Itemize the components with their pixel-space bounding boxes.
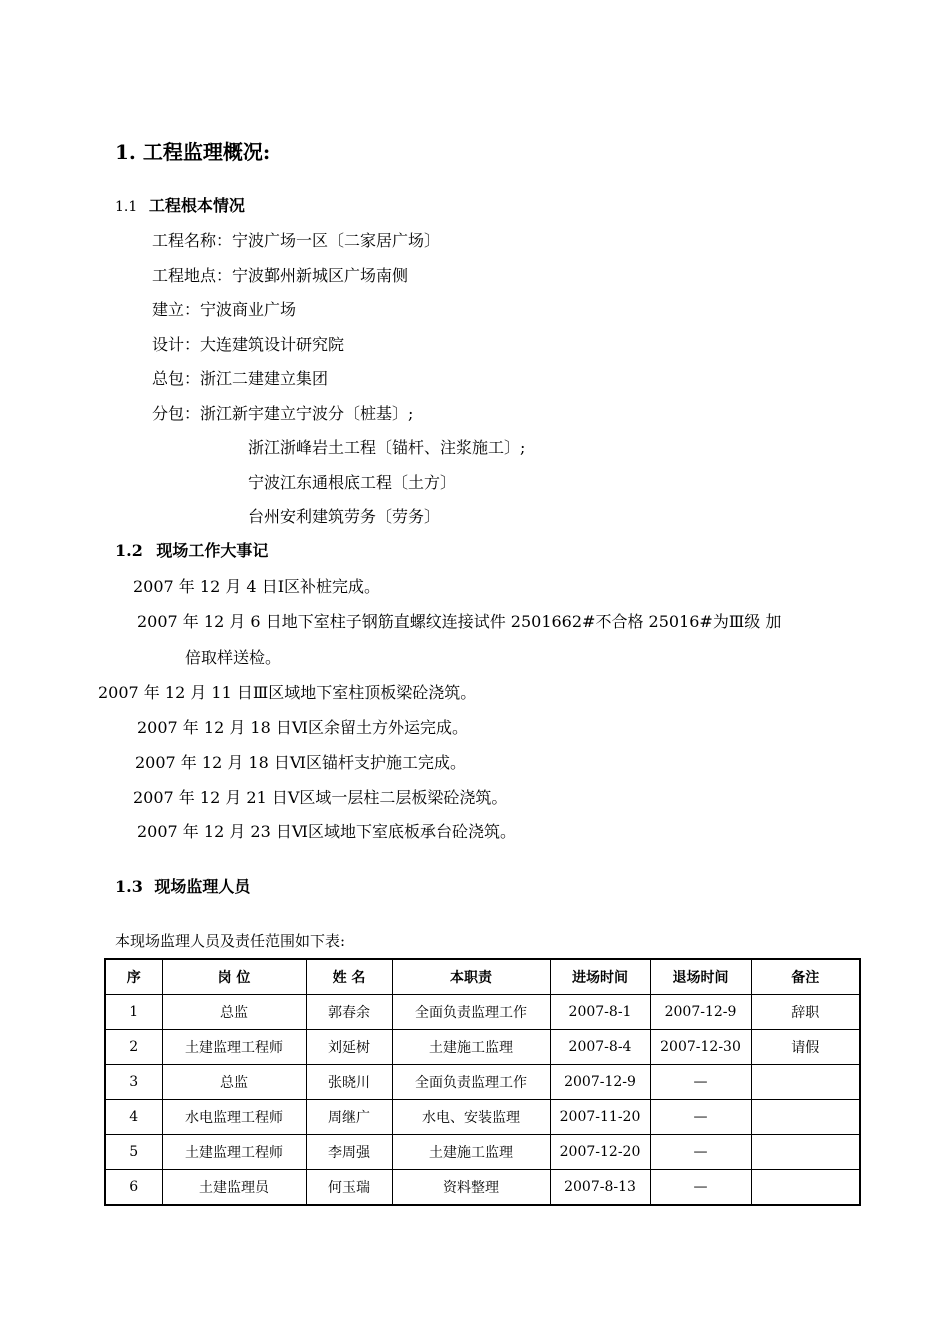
cell-remarks	[751, 1065, 860, 1100]
developer-line: 建立：宁波商业广场	[152, 300, 297, 319]
project-name-line: 工程名称：宁波广场一区〔二家居广场〕	[152, 231, 441, 250]
subsection-number: 1.1	[115, 199, 138, 215]
cell-duty: 水电、安装监理	[392, 1100, 550, 1135]
event-item: 2007 年 12 月 21 日Ⅴ区域一层柱二层板梁砼浇筑。	[133, 788, 508, 807]
cell-index: 6	[105, 1170, 162, 1206]
subsection-heading-1-2	[115, 538, 268, 561]
cell-exit-date: —	[650, 1100, 751, 1135]
cell-entry-date: 2007-12-20	[550, 1135, 650, 1170]
cell-position: 土建监理员	[162, 1170, 306, 1206]
staff-table	[104, 958, 861, 1206]
header-duty: 本职责	[392, 959, 550, 995]
header-name: 姓 名	[306, 959, 392, 995]
cell-name: 周继广	[306, 1100, 392, 1135]
cell-entry-date: 2007-8-4	[550, 1030, 650, 1065]
cell-duty: 资料整理	[392, 1170, 550, 1206]
event-item: 2007 年 12 月 6 日地下室柱子钢筋直螺纹连接试件 2501662#不合格 25016#为Ⅲ级 加	[137, 612, 782, 631]
cell-exit-date: 2007-12-9	[650, 995, 751, 1030]
table-row	[105, 1030, 860, 1065]
general-contractor-line: 总包：浙江二建建立集团	[152, 369, 329, 388]
cell-name: 李周强	[306, 1135, 392, 1170]
cell-entry-date: 2007-11-20	[550, 1100, 650, 1135]
cell-index: 4	[105, 1100, 162, 1135]
table-intro: 本现场监理人员及责任范围如下表:	[115, 932, 346, 950]
designer-line: 设计：大连建筑设计研究院	[152, 335, 345, 354]
cell-position: 土建监理工程师	[162, 1135, 306, 1170]
event-item: 2007 年 12 月 23 日Ⅵ区域地下室底板承台砼浇筑。	[137, 822, 516, 841]
cell-duty: 土建施工监理	[392, 1135, 550, 1170]
subcontractor-item: 台州安利建筑劳务〔劳务〕	[248, 507, 441, 526]
cell-exit-date: —	[650, 1170, 751, 1206]
subsection-heading-1-1	[115, 193, 245, 216]
subsection-title: 现场监理人员	[154, 877, 251, 896]
project-location-line: 工程地点：宁波鄞州新城区广场南侧	[152, 266, 409, 285]
cell-name: 郭春余	[306, 995, 392, 1030]
cell-position: 土建监理工程师	[162, 1030, 306, 1065]
cell-remarks	[751, 1100, 860, 1135]
cell-position: 总监	[162, 995, 306, 1030]
table-row	[105, 1065, 860, 1100]
cell-exit-date: —	[650, 1135, 751, 1170]
cell-remarks	[751, 1170, 860, 1206]
header-position: 岗 位	[162, 959, 306, 995]
event-item: 2007 年 12 月 18 日Ⅵ区锚杆支护施工完成。	[135, 753, 466, 772]
cell-name: 刘延树	[306, 1030, 392, 1065]
cell-entry-date: 2007-8-1	[550, 995, 650, 1030]
cell-position: 总监	[162, 1065, 306, 1100]
header-remarks: 备注	[751, 959, 860, 995]
table-row	[105, 995, 860, 1030]
subcontractor-item: 宁波江东通根底工程〔土方〕	[248, 473, 457, 492]
cell-duty: 土建施工监理	[392, 1030, 550, 1065]
cell-exit-date: —	[650, 1065, 751, 1100]
cell-index: 5	[105, 1135, 162, 1170]
event-item-continuation: 倍取样送检。	[185, 648, 282, 667]
cell-remarks	[751, 1135, 860, 1170]
event-item: 2007 年 12 月 11 日Ⅲ区域地下室柱顶板梁砼浇筑。	[98, 683, 477, 702]
cell-index: 1	[105, 995, 162, 1030]
header-index: 序	[105, 959, 162, 995]
subcontractor-line: 分包：浙江新宇建立宁波分〔桩基〕;	[152, 404, 414, 423]
cell-duty: 全面负责监理工作	[392, 1065, 550, 1100]
header-exit-date: 退场时间	[650, 959, 751, 995]
subsection-title: 工程根本情况	[148, 196, 245, 215]
subsection-number: 1.2	[115, 541, 143, 560]
subsection-number: 1.3	[115, 877, 143, 896]
cell-name: 何玉瑞	[306, 1170, 392, 1206]
section-heading: 1. 工程监理概况:	[115, 140, 271, 164]
cell-position: 水电监理工程师	[162, 1100, 306, 1135]
cell-index: 2	[105, 1030, 162, 1065]
table-row	[105, 1170, 860, 1206]
table-header-row	[105, 959, 860, 995]
table-row	[105, 1100, 860, 1135]
cell-name: 张晓川	[306, 1065, 392, 1100]
cell-index: 3	[105, 1065, 162, 1100]
table-row	[105, 1135, 860, 1170]
cell-entry-date: 2007-8-13	[550, 1170, 650, 1206]
subcontractor-item: 浙江浙峰岩土工程〔锚杆、注浆施工〕;	[248, 438, 526, 457]
cell-duty: 全面负责监理工作	[392, 995, 550, 1030]
cell-entry-date: 2007-12-9	[550, 1065, 650, 1100]
cell-remarks: 请假	[751, 1030, 860, 1065]
subsection-title: 现场工作大事记	[156, 541, 269, 560]
subsection-heading-1-3	[115, 874, 250, 897]
cell-exit-date: 2007-12-30	[650, 1030, 751, 1065]
event-item: 2007 年 12 月 18 日Ⅵ区余留土方外运完成。	[137, 718, 468, 737]
event-item: 2007 年 12 月 4 日Ⅰ区补桩完成。	[133, 577, 381, 596]
cell-remarks: 辞职	[751, 995, 860, 1030]
header-entry-date: 进场时间	[550, 959, 650, 995]
